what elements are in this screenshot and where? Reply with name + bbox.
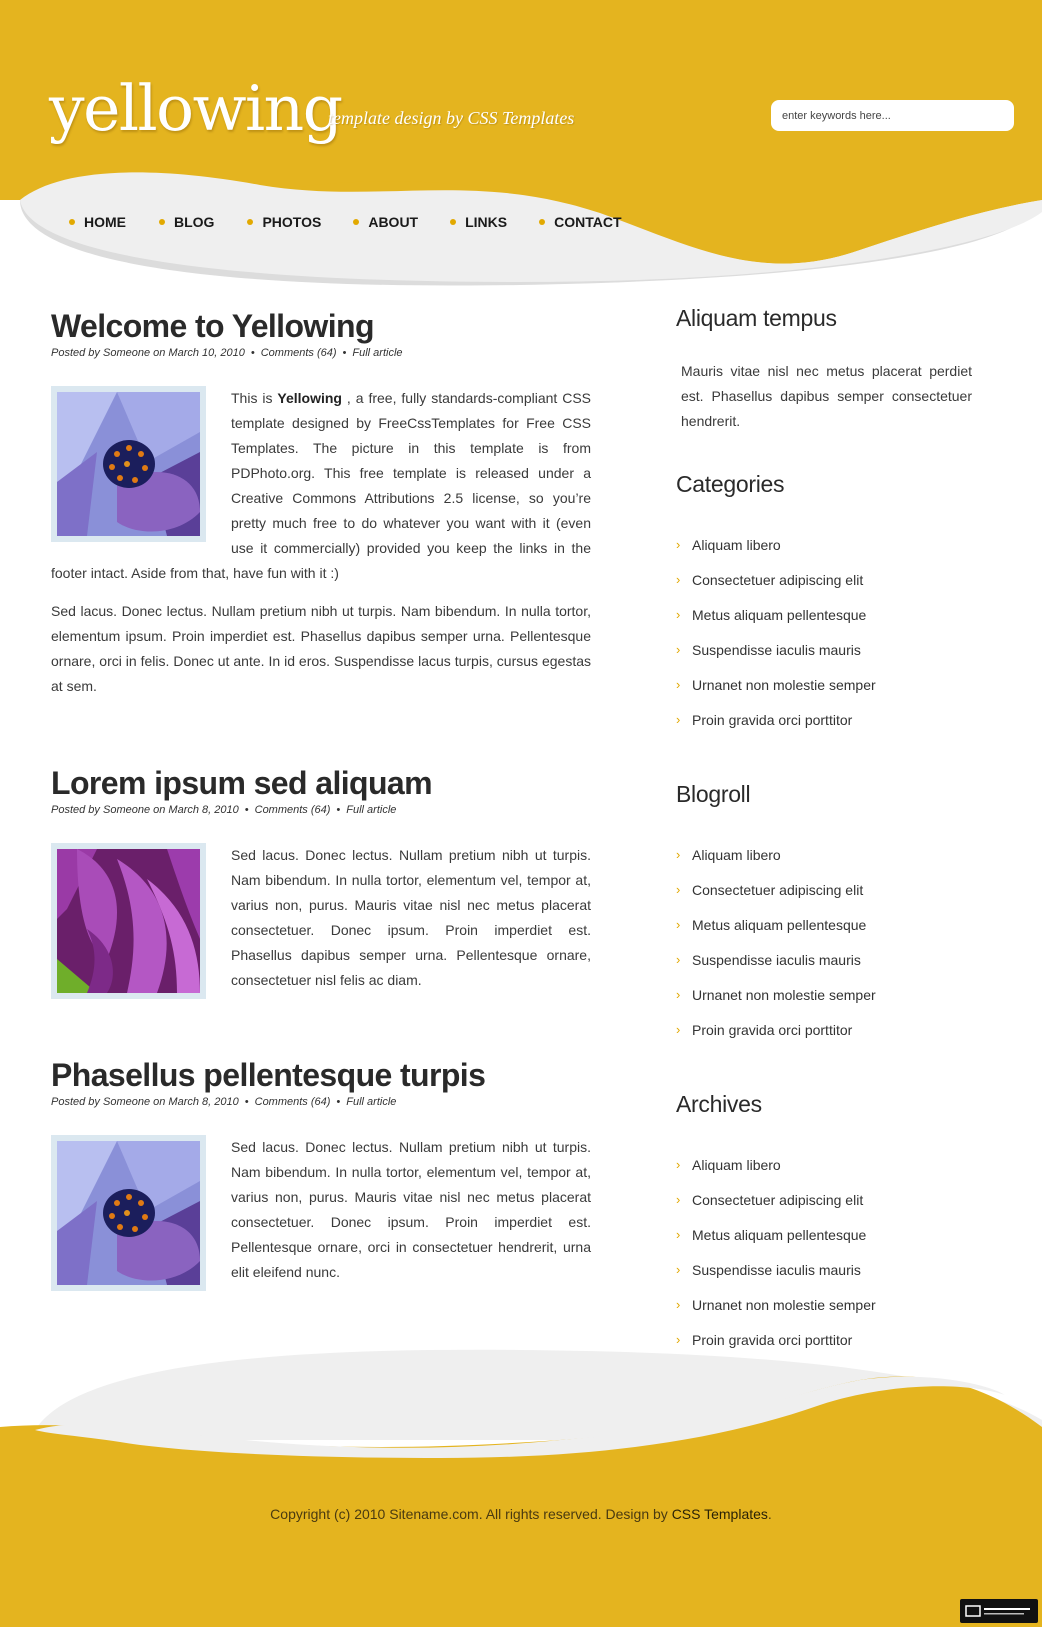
- post-meta: Posted by Someone on March 10, 2010 • Comments (64) • Full article: [51, 347, 403, 359]
- nav-home[interactable]: [69, 214, 126, 230]
- chevron-right-icon: ›: [676, 882, 681, 897]
- blogroll-link[interactable]: › Consectetuer adipiscing elit: [676, 881, 864, 898]
- body-text: , a free, fully standards-compliant CSS template designed by FreeCssTemplates for Free CSS Templates. The picture in this template is from PDPhoto.org. This free template is released under a Creative Commons Attributions 2.5 license, so you’re pretty much free to do whatever you want with it (even use it commercially) provided you keep the links in the footer intact. Aside from that, have fun with it :): [51, 390, 591, 581]
- blogroll-link[interactable]: › Proin gravida orci porttitor: [676, 1021, 853, 1038]
- category-link[interactable]: › Suspendisse iaculis mauris: [676, 641, 861, 658]
- post-meta: Posted by Someone on March 8, 2010 • Comments (64) • Full article: [51, 1096, 397, 1108]
- sidebar-heading: Categories: [676, 471, 785, 497]
- comments-link[interactable]: Comments (64): [260, 347, 337, 359]
- bullet-icon: [539, 219, 545, 225]
- watermark-logo-icon: [960, 1599, 1038, 1623]
- bullet-icon: [353, 219, 359, 225]
- chevron-right-icon: ›: [676, 677, 681, 692]
- sidebar-heading: Blogroll: [676, 781, 751, 807]
- meta-prefix: Posted by: [51, 347, 100, 359]
- archives-list: [676, 1147, 972, 1357]
- nav-label: CONTACT: [554, 214, 622, 230]
- archive-link[interactable]: › Proin gravida orci porttitor: [676, 1331, 853, 1348]
- post-date: on March 10, 2010: [153, 347, 245, 359]
- comments-link[interactable]: Comments (64): [254, 804, 331, 816]
- chevron-right-icon: ›: [676, 572, 681, 587]
- category-link[interactable]: › Aliquam libero: [676, 536, 781, 553]
- chevron-right-icon: ›: [676, 712, 681, 727]
- copyright-suffix: .: [767, 1506, 772, 1522]
- post-title[interactable]: Lorem ipsum sed aliquam: [51, 765, 432, 801]
- sidebar-text: Mauris vitae nisl nec metus placerat perdiet est. Phasellus dapibus semper consectetuer hendrerit.: [681, 363, 972, 429]
- post-title[interactable]: Welcome to Yellowing: [51, 308, 374, 344]
- css-templates-link[interactable]: CSS Templates: [671, 1506, 768, 1522]
- body-text: This is: [231, 390, 278, 406]
- full-article-link[interactable]: Full article: [352, 347, 403, 359]
- blogroll-link[interactable]: › Suspendisse iaculis mauris: [676, 951, 861, 968]
- post-body: [51, 1135, 591, 1285]
- chevron-right-icon: ›: [676, 1227, 681, 1242]
- sidebar-heading: Archives: [676, 1091, 762, 1117]
- chevron-right-icon: ›: [676, 1332, 681, 1347]
- blogroll-list: [676, 837, 972, 1047]
- post-thumbnail[interactable]: [51, 386, 206, 542]
- chevron-right-icon: ›: [676, 537, 681, 552]
- sidebar-about: [676, 305, 972, 434]
- sidebar-blogroll: [676, 781, 972, 1047]
- site-logo[interactable]: yellowing: [49, 72, 342, 145]
- bullet-icon: [159, 219, 165, 225]
- chevron-right-icon: ›: [676, 1297, 681, 1312]
- bullet-icon: [69, 219, 75, 225]
- body-paragraph: Sed lacus. Donec lectus. Nullam pretium nibh ut turpis. Nam bibendum. In nulla tortor, elementum vel, tempor at, varius non, purus. Mauris vitae nisl nec metus placerat consectetuer. Donec ipsum. Proin imperdiet est. Pellentesque ornare, orci in consectetuer hendrerit, urna elit eleifend nunc.: [231, 1139, 591, 1280]
- flower-photo-blue-icon: [57, 1141, 200, 1285]
- bullet-icon: [450, 219, 456, 225]
- comments-link[interactable]: Comments (64): [254, 1096, 331, 1108]
- category-link[interactable]: › Proin gravida orci porttitor: [676, 711, 853, 728]
- archive-link[interactable]: › Urnanet non molestie semper: [676, 1296, 876, 1313]
- archive-link[interactable]: › Metus aliquam pellentesque: [676, 1226, 867, 1243]
- category-link[interactable]: › Urnanet non molestie semper: [676, 676, 876, 693]
- nav-contact[interactable]: [539, 214, 621, 230]
- chevron-right-icon: ›: [676, 607, 681, 622]
- category-list: [676, 527, 972, 737]
- chevron-right-icon: ›: [676, 987, 681, 1002]
- post-title[interactable]: Phasellus pellentesque turpis: [51, 1057, 486, 1093]
- post-meta: Posted by Someone on March 8, 2010 • Comments (64) • Full article: [51, 804, 397, 816]
- chevron-right-icon: ›: [676, 1022, 681, 1037]
- post-body: [51, 386, 591, 699]
- author-link[interactable]: Someone: [102, 1096, 151, 1108]
- header-background: [0, 0, 1042, 300]
- nav-links[interactable]: [450, 214, 507, 230]
- author-link[interactable]: Someone: [102, 804, 151, 816]
- nav-label: LINKS: [465, 214, 508, 230]
- nav-about[interactable]: [353, 214, 418, 230]
- watermark-logo-icon-graphic: [964, 1603, 1034, 1619]
- full-article-link[interactable]: Full article: [346, 1096, 397, 1108]
- nav-label: BLOG: [174, 214, 215, 230]
- body-paragraph: Sed lacus. Donec lectus. Nullam pretium nibh ut turpis. Nam bibendum. In nulla tortor, elementum ipsum. Proin imperdiet est. Phasellus dapibus semper urna. Pellentesque ornare, orci in felis. Donec ut ante. In id eros. Suspendisse lacus turpis, cursus egestas at sem.: [51, 603, 591, 694]
- chevron-right-icon: ›: [676, 642, 681, 657]
- sidebar-archives: [676, 1091, 972, 1357]
- post-thumbnail[interactable]: [51, 843, 206, 999]
- post-body: [51, 843, 591, 993]
- blogroll-link[interactable]: › Metus aliquam pellentesque: [676, 916, 867, 933]
- archive-link[interactable]: › Consectetuer adipiscing elit: [676, 1191, 864, 1208]
- chevron-right-icon: ›: [676, 847, 681, 862]
- post-3: [51, 1055, 591, 1301]
- archive-link[interactable]: › Aliquam libero: [676, 1156, 781, 1173]
- flower-photo-purple-icon: [57, 849, 200, 993]
- chevron-right-icon: ›: [676, 1262, 681, 1277]
- chevron-right-icon: ›: [676, 917, 681, 932]
- nav-label: HOME: [84, 214, 126, 230]
- nav-label: ABOUT: [368, 214, 419, 230]
- category-link[interactable]: › Consectetuer adipiscing elit: [676, 571, 864, 588]
- bullet-icon: [247, 219, 253, 225]
- chevron-right-icon: ›: [676, 1157, 681, 1172]
- post-2: [51, 763, 591, 1009]
- chevron-right-icon: ›: [676, 1192, 681, 1207]
- author-link[interactable]: Someone: [102, 347, 151, 359]
- meta-prefix: Posted by: [51, 804, 100, 816]
- blogroll-link[interactable]: › Aliquam libero: [676, 846, 781, 863]
- chevron-right-icon: ›: [676, 952, 681, 967]
- site-tagline: template design by CSS Templates: [328, 108, 575, 128]
- post-date: on March 8, 2010: [153, 1096, 239, 1108]
- sidebar-categories: [676, 471, 972, 737]
- category-link[interactable]: › Metus aliquam pellentesque: [676, 606, 867, 623]
- flower-photo-blue-icon: [57, 392, 200, 536]
- body-bold: Yellowing: [277, 390, 342, 406]
- search-input[interactable]: [771, 100, 1014, 131]
- nav-photos[interactable]: [247, 214, 321, 230]
- meta-prefix: Posted by: [51, 1096, 100, 1108]
- blogroll-link[interactable]: › Urnanet non molestie semper: [676, 986, 876, 1003]
- sidebar-heading: Aliquam tempus: [676, 305, 837, 331]
- post-thumbnail[interactable]: [51, 1135, 206, 1291]
- post-1: [51, 306, 591, 699]
- nav-label: PHOTOS: [262, 214, 322, 230]
- post-date: on March 8, 2010: [153, 804, 239, 816]
- nav-blog[interactable]: [159, 214, 214, 230]
- archive-link[interactable]: › Suspendisse iaculis mauris: [676, 1261, 861, 1278]
- main-nav: [69, 214, 622, 230]
- footer-background: [0, 1340, 1042, 1627]
- body-paragraph: Sed lacus. Donec lectus. Nullam pretium nibh ut turpis. Nam bibendum. In nulla tortor, elementum vel, tempor at, varius non, purus. Mauris vitae nisl nec metus placerat consectetuer. Donec ipsum. Proin imperdiet est. Phasellus dapibus semper urna. Pellentesque ornare, consectetuer nisl felis ac diam.: [231, 847, 591, 988]
- full-article-link[interactable]: Full article: [346, 804, 397, 816]
- footer-copyright: [0, 1506, 1042, 1522]
- copyright-text: Copyright (c) 2010 Sitename.com. All rights reserved. Design by: [270, 1506, 672, 1522]
